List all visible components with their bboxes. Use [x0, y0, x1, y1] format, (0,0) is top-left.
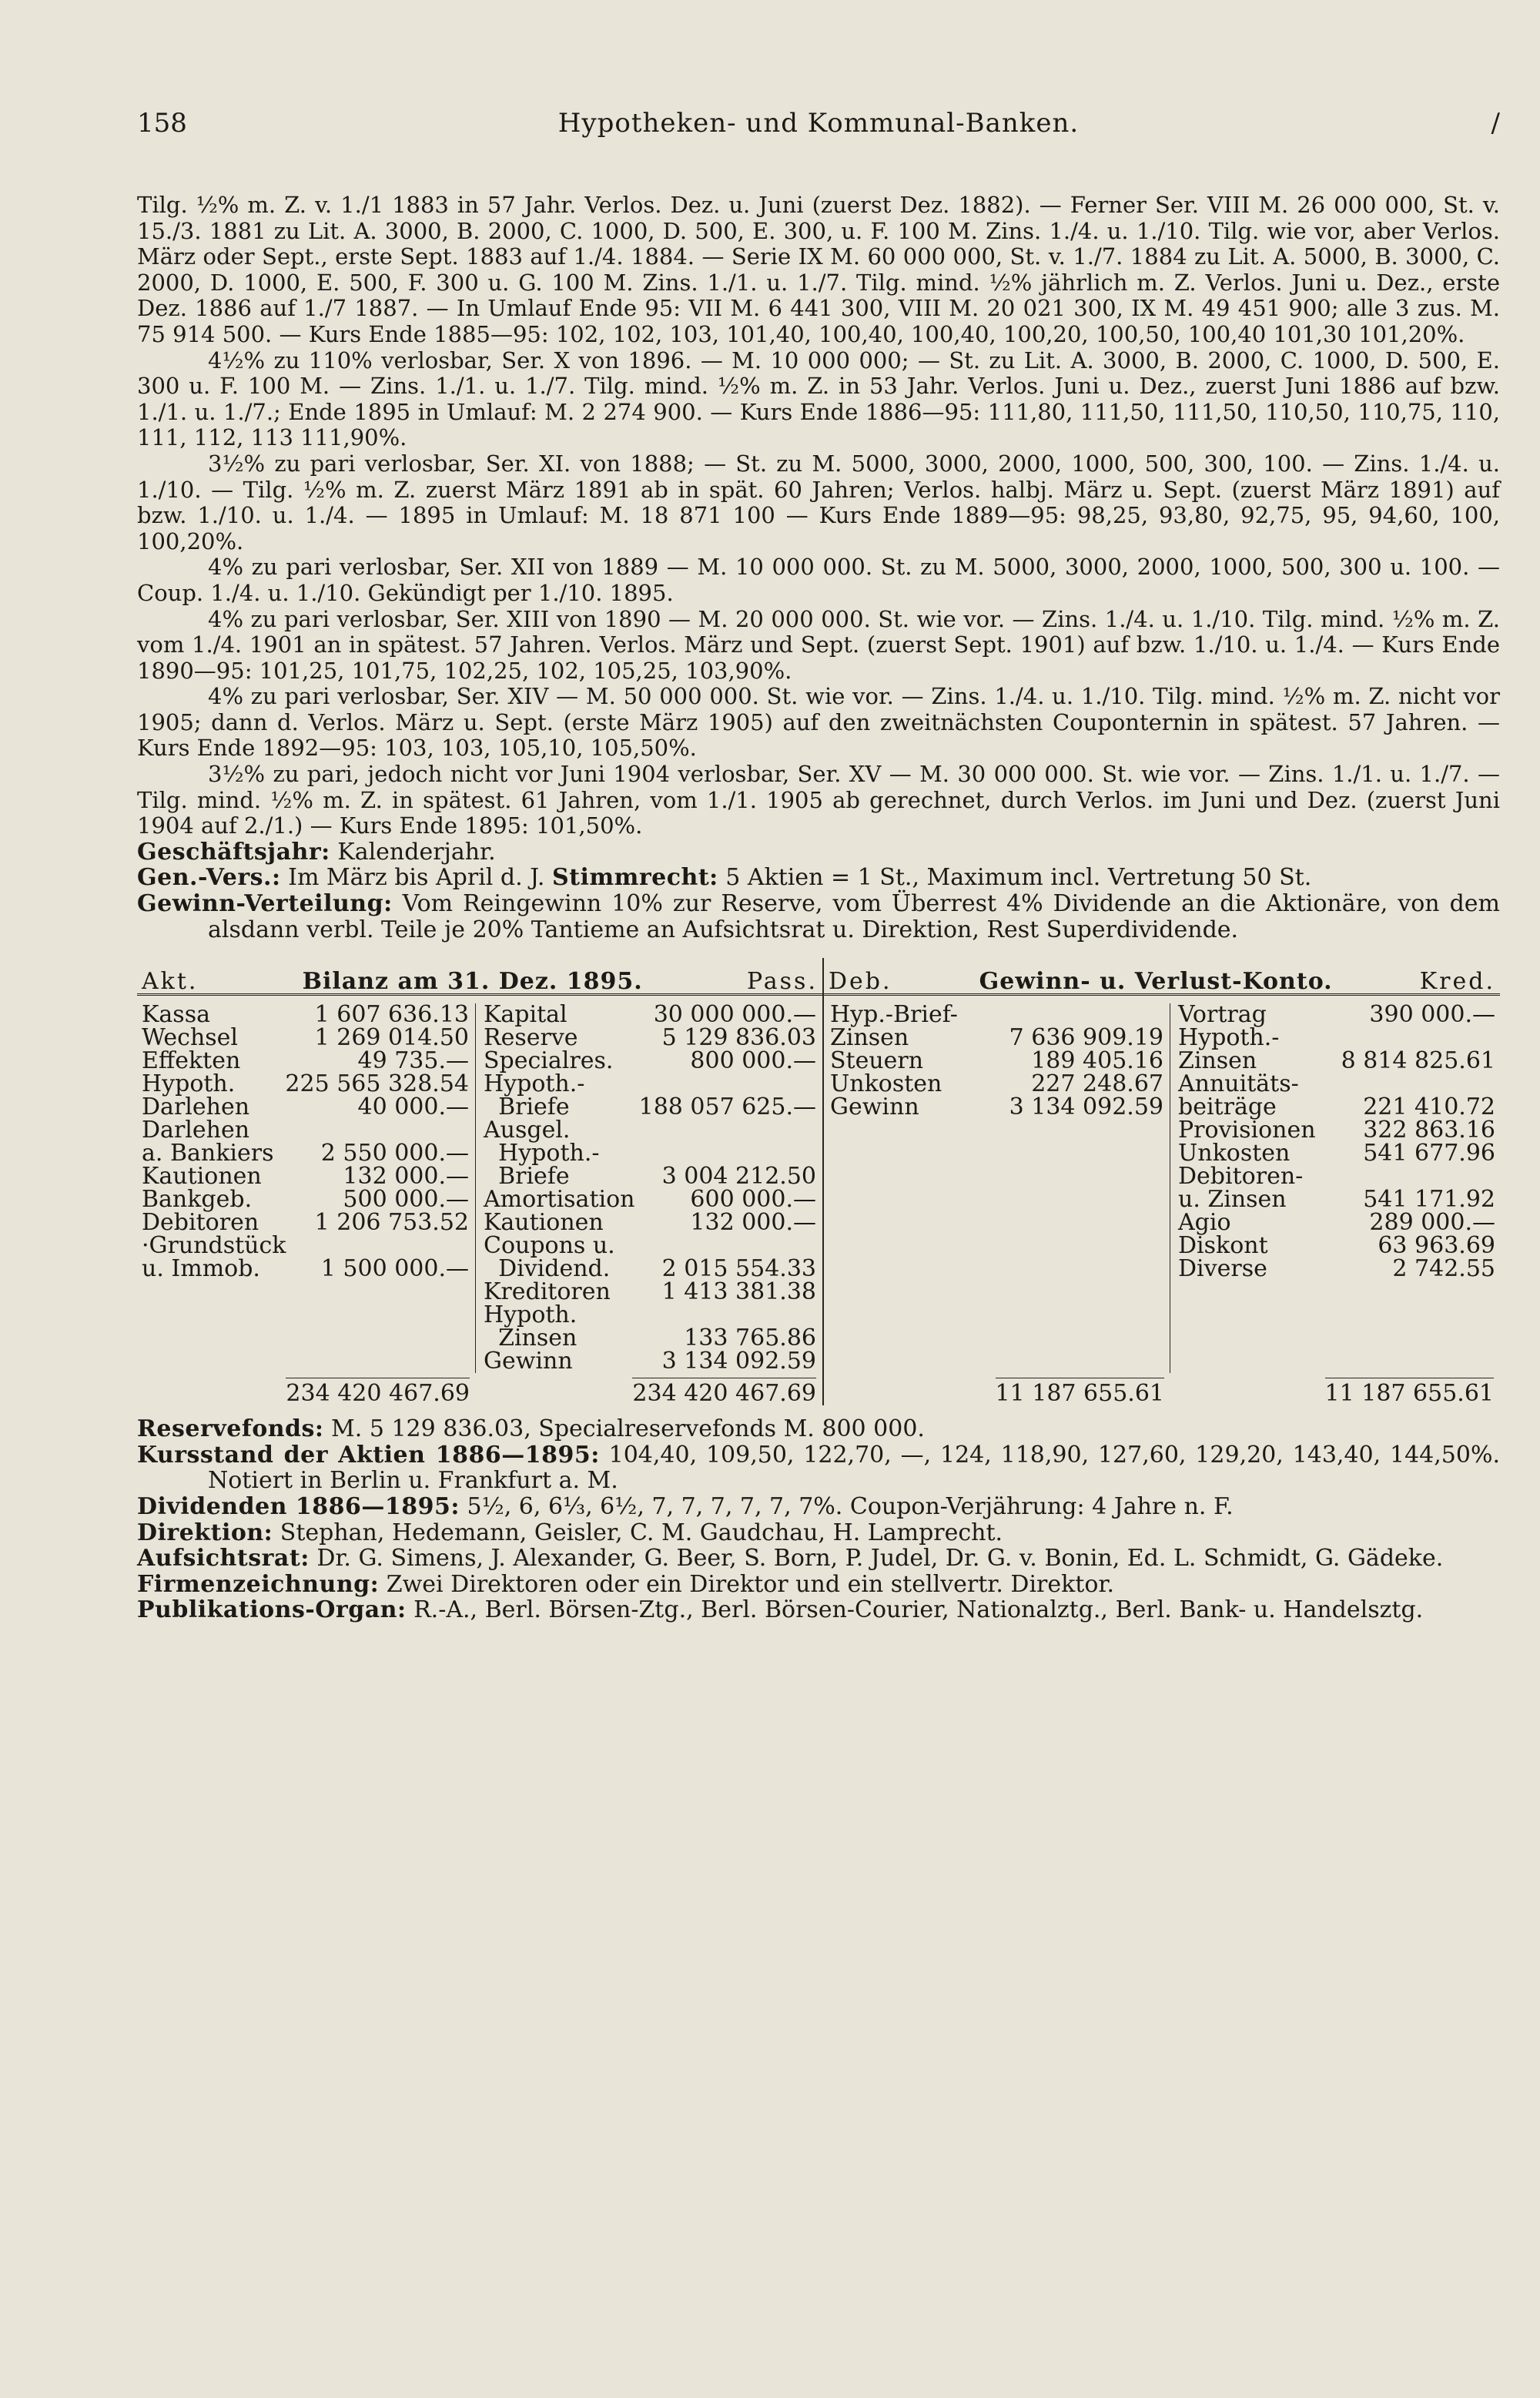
row-label: Kautionen [484, 1209, 604, 1237]
bond-series-text [137, 193, 1500, 839]
section-supervisory-board [137, 1546, 1500, 1572]
credit-row [1178, 1209, 1495, 1237]
row-label: Ausgel. [484, 1117, 571, 1144]
row-amount: 2 550 000.— [320, 1140, 469, 1167]
profit-loss-account [824, 958, 1500, 1408]
page-title: Hypotheken- und Kommunal-Banken. [557, 108, 1080, 139]
passiva-row [484, 1142, 816, 1165]
section-label: Publikations-Organ: [137, 1596, 407, 1624]
passiva-row [484, 1186, 816, 1214]
row-label: Hypoth. [484, 1301, 578, 1329]
row-amount: 1 607 636.13 [314, 1001, 469, 1029]
row-amount: 800 000.— [690, 1047, 816, 1075]
aktiva-row [142, 1142, 469, 1165]
row-amount: 1 206 753.52 [314, 1209, 469, 1237]
passiva-row [484, 1024, 816, 1052]
row-amount: 30 000 000.— [653, 1001, 816, 1029]
row-label: Zinsen [484, 1325, 578, 1352]
row-amount: 188 057 625.— [638, 1094, 816, 1121]
debit-row [830, 1070, 1163, 1098]
aktiva-row [142, 1070, 469, 1098]
debit-row [830, 1003, 1163, 1027]
guv-totals [824, 1373, 1500, 1408]
row-amount: 132 000.— [343, 1163, 469, 1191]
row-label: Annuitäts- [1178, 1070, 1299, 1098]
section-label: Kursstand der Aktien 1886—1895: [137, 1441, 600, 1469]
paragraph: 4½% zu 110% verlosbar, Ser. X von 1896. — M. 10 000 000; — St. zu Lit. A. 3000, B. 2000, C. 1000, D. 500, E. 300 u. F. 100 M. — Zins. 1./1. u. 1./7. Tilg. mind. ½% m. Z. in 53 Jahr. Verlos. Juni u. Dez., zuerst Juni 1886 auf bzw. 1./1. u. 1./7.; Ende 1895 in Umlauf: M. 2 274 900. — Kurs Ende 1886—95: 111,80, 111,50, 111,50, 110,50, 110,75, 110, 111, 112, 113 111,90%. [137, 347, 1500, 451]
total-credit: 11 187 655.61 [1325, 1378, 1494, 1407]
row-amount: 63 963.69 [1378, 1232, 1495, 1260]
passiva-row [484, 1234, 816, 1258]
aktiva-row [142, 1163, 469, 1191]
row-label: u. Zinsen [1178, 1186, 1287, 1214]
section-share-prices [137, 1442, 1500, 1494]
credit-row [1178, 1186, 1495, 1214]
section-text: R.-A., Berl. Börsen-Ztg., Berl. Börsen-Courier, Nationalztg., Berl. Bank- u. Handelsztg. [406, 1596, 1424, 1624]
row-amount: 541 677.96 [1363, 1140, 1495, 1167]
section-label: Firmenzeichnung: [137, 1570, 380, 1598]
guv-title: Gewinn- u. Verlust-Konto. [979, 968, 1333, 996]
credit-row [1178, 1047, 1495, 1075]
total-passiva-cell [476, 1380, 822, 1408]
total-credit-cell [1170, 1380, 1500, 1408]
paragraph: 3½% zu pari, jedoch nicht vor Juni 1904 verlosbar, Ser. XV — M. 30 000 000. St. wie vor. — Zins. 1./1. u. 1./7. — Tilg. mind. ½% m. Z. in spätest. 61 Jahren, vom 1./1. 1905 ab gerechnet, durch Verlos. im Juni und Dez. (zuerst Juni 1904 auf 2./1.) — Kurs Ende 1895: 101,50%. [137, 761, 1500, 839]
section-text: Stephan, Hedemann, Geisler, C. M. Gaudchau, H. Lamprecht. [273, 1519, 1003, 1546]
aktiva-row [142, 1186, 469, 1214]
passiva-column [476, 1003, 822, 1373]
row-amount: 3 134 092.59 [1009, 1094, 1163, 1121]
row-label: Debitoren [142, 1209, 259, 1237]
section-profit-distribution [137, 891, 1500, 943]
total-aktiva-cell [137, 1380, 476, 1408]
debit-row [830, 1047, 1163, 1075]
row-amount: 541 171.92 [1363, 1186, 1495, 1214]
row-amount: 3 004 212.50 [661, 1163, 816, 1191]
row-label: u. Immob. [142, 1255, 260, 1283]
row-label: Debitoren- [1178, 1163, 1304, 1191]
credit-row [1178, 1119, 1495, 1142]
row-amount: 189 405.16 [1031, 1047, 1163, 1075]
row-label: Reserve [484, 1024, 578, 1052]
row-amount: 221 410.72 [1363, 1094, 1495, 1121]
total-aktiva: 234 420 467.69 [286, 1378, 470, 1407]
row-amount: 289 000.— [1369, 1209, 1495, 1237]
section-label: Gen.-Vers.: [137, 864, 281, 892]
section-general-meeting [137, 865, 1500, 891]
section-dividends [137, 1494, 1500, 1520]
row-amount: 132 000.— [690, 1209, 816, 1237]
aktiva-row [142, 1209, 469, 1237]
passiva-row [484, 1255, 816, 1283]
row-amount: 1 500 000.— [320, 1255, 469, 1283]
row-label: Zinsen [1178, 1047, 1257, 1075]
section-label: Dividenden 1886—1895: [137, 1493, 460, 1520]
row-label: Kassa [142, 1001, 210, 1029]
debit-row [830, 1024, 1163, 1052]
credit-row [1178, 1070, 1495, 1098]
company-info-top [137, 839, 1500, 943]
row-label: Briefe [484, 1163, 570, 1191]
guv-header [824, 958, 1500, 996]
section-label: Reservefonds: [137, 1415, 324, 1443]
page-header [137, 108, 1500, 139]
row-amount: 225 565 328.54 [285, 1070, 469, 1098]
passiva-row [484, 1278, 816, 1306]
row-amount: 2 015 554.33 [661, 1255, 816, 1283]
aktiva-row [142, 1096, 469, 1119]
page-mark: / [1491, 108, 1500, 139]
aktiva-column [137, 1003, 476, 1373]
row-label: Dividend. [484, 1255, 611, 1283]
credit-row [1178, 1142, 1495, 1165]
row-amount: 500 000.— [343, 1186, 469, 1214]
row-label: Diskont [1178, 1232, 1268, 1260]
paragraph: 4% zu pari verlosbar, Ser. XII von 1889 — M. 10 000 000. St. zu M. 5000, 3000, 2000, 1000, 500, 300 u. 100. — Coup. 1./4. u. 1./10. Gekündigt per 1./10. 1895. [137, 554, 1500, 606]
row-label: ·Grundstück [142, 1232, 286, 1260]
row-label: Vortrag [1178, 1001, 1267, 1029]
row-amount: 40 000.— [357, 1094, 469, 1121]
row-label: Hypoth.- [484, 1070, 585, 1098]
row-label: Unkosten [1178, 1140, 1291, 1167]
credit-row [1178, 1255, 1495, 1283]
credit-row [1178, 1096, 1495, 1119]
financial-tables [137, 958, 1500, 1408]
row-label: Hyp.-Brief- [830, 1001, 958, 1029]
credit-row [1178, 1003, 1495, 1027]
row-amount: 3 134 092.59 [661, 1348, 816, 1375]
row-label: Hypoth.- [1178, 1024, 1280, 1052]
aktiva-head: Akt. [142, 968, 199, 996]
credit-row [1178, 1163, 1495, 1191]
paragraph: 4% zu pari verlosbar, Ser. XIII von 1890 — M. 20 000 000. St. wie vor. — Zins. 1./4. u. 1./10. Tilg. mind. ½% m. Z. vom 1./4. 1901 an in spätest. 57 Jahren. Verlos. März und Sept. (zuerst Sept. 1901) auf bzw. 1./10. u. 1./4. — Kurs Ende 1890—95: 101,25, 101,75, 102,25, 102, 105,25, 103,90%. [137, 605, 1500, 684]
balance-header [137, 958, 822, 996]
paragraph: Tilg. ½% m. Z. v. 1./1 1883 in 57 Jahr. Verlos. Dez. u. Juni (zuerst Dez. 1882). — Ferner Ser. VIII M. 26 000 000, St. v. 15./3. 1881 zu Lit. A. 3000, B. 2000, C. 1000, D. 500, E. 300, u. F. 100 M. Zins. 1./4. u. 1./10. Tilg. wie vor, aber Verlos. März oder Sept., erste Sept. 1883 auf 1./4. 1884. — Serie IX M. 60 000 000, St. v. 1./7. 1884 zu Lit. A. 5000, B. 3000, C. 2000, D. 1000, E. 500, F. 300 u. G. 100 M. Zins. 1./1. u. 1./7. Tilg. mind. ½% jährlich m. Z. Verlos. Juni u. Dez., erste Dez. 1886 auf 1./7 1887. — In Umlauf Ende 95: VII M. 6 441 300, VIII M. 20 021 300, IX M. 49 451 900; alle 3 zus. M. 75 914 500. — Kurs Ende 1885—95: 102, 102, 103, 101,40, 100,40, 100,40, 100,20, 100,50, 100,40 101,30 101,20%. [137, 192, 1500, 347]
row-label: Specialres. [484, 1047, 614, 1075]
row-label: Kautionen [142, 1163, 262, 1191]
row-label: Hypoth. [142, 1070, 236, 1098]
row-label: Amortisation [484, 1186, 635, 1214]
section-text: 5 Aktien = 1 St., Maximum incl. Vertretung 50 St. [718, 864, 1312, 892]
credit-row [1178, 1234, 1495, 1258]
row-amount: 1 269 014.50 [314, 1024, 469, 1052]
section-label: Aufsichtsrat: [137, 1545, 310, 1572]
row-label: Gewinn [484, 1348, 573, 1375]
passiva-row [484, 1327, 816, 1350]
row-label: Darlehen [142, 1117, 250, 1144]
total-debit-cell [824, 1380, 1170, 1408]
row-label: Wechsel [142, 1024, 239, 1052]
row-label: Zinsen [830, 1024, 909, 1052]
row-label: Coupons u. [484, 1232, 615, 1260]
section-text: Vom Reingewinn 10% zur Reserve, vom Überrest 4% Dividende an die Aktionäre, von dem alsdann verbl. Teile je 20% Tantieme an Aufsichtsrat u. Direktion, Rest Superdividende. [208, 890, 1500, 943]
company-info-bottom [137, 1416, 1500, 1623]
credit-column [1170, 1003, 1500, 1373]
aktiva-row [142, 1234, 469, 1258]
row-amount: 49 735.— [357, 1047, 469, 1075]
section-text: 5½, 6, 6⅓, 6½, 7, 7, 7, 7, 7, 7%. Coupon-Verjährung: 4 Jahre n. F. [460, 1493, 1234, 1520]
row-amount: 390 000.— [1369, 1001, 1495, 1029]
section-label: Gewinn-Verteilung: [137, 890, 393, 918]
row-label: Bankgeb. [142, 1186, 253, 1214]
passiva-row [484, 1209, 816, 1237]
row-label: a. Bankiers [142, 1140, 274, 1167]
row-label: Hypoth.- [484, 1140, 600, 1167]
passiva-row [484, 1163, 816, 1191]
passiva-row [484, 1096, 816, 1119]
section-text: Dr. G. Simens, J. Alexander, G. Beer, S. Born, P. Judel, Dr. G. v. Bonin, Ed. L. Schmidt, G. Gädeke. [309, 1545, 1444, 1572]
row-amount: 133 765.86 [684, 1325, 816, 1352]
aktiva-row [142, 1003, 469, 1027]
row-amount: 322 863.16 [1363, 1117, 1495, 1144]
passiva-row [484, 1350, 816, 1373]
row-amount: 600 000.— [690, 1186, 816, 1214]
debit-row [830, 1096, 1163, 1119]
total-passiva: 234 420 467.69 [632, 1378, 816, 1407]
row-amount: 2 742.55 [1392, 1255, 1495, 1283]
aktiva-row [142, 1119, 469, 1142]
row-label: Kreditoren [484, 1278, 611, 1306]
row-amount: 227 248.67 [1031, 1070, 1163, 1098]
paragraph: 3½% zu pari verlosbar, Ser. XI. von 1888; — St. zu M. 5000, 3000, 2000, 1000, 500, 300, 100. — Zins. 1./4. u. 1./10. — Tilg. ½% m. Z. zuerst März 1891 ab in spät. 60 Jahren; Verlos. halbj. März u. Sept. (zuerst März 1891) auf bzw. 1./10. u. 1./4. — 1895 in Umlauf: M. 18 871 100 — Kurs Ende 1889—95: 98,25, 93,80, 92,75, 95, 94,60, 100, 100,20%. [137, 450, 1500, 554]
section-text: Kalenderjahr. [330, 838, 496, 866]
section-fiscal-year [137, 839, 1500, 866]
aktiva-row [142, 1024, 469, 1052]
passiva-head: Pass. [746, 968, 818, 996]
row-label: Effekten [142, 1047, 241, 1075]
row-label: Kapital [484, 1001, 567, 1029]
balance-totals [137, 1373, 822, 1408]
aktiva-row [142, 1255, 469, 1283]
debit-head: Deb. [829, 968, 892, 996]
row-amount: 8 814 825.61 [1341, 1047, 1495, 1075]
debit-column [824, 1003, 1170, 1373]
section-label: Direktion: [137, 1519, 273, 1546]
balance-sheet [137, 958, 824, 1408]
passiva-row [484, 1301, 816, 1329]
row-label: Diverse [1178, 1255, 1267, 1283]
section-reserve-funds [137, 1416, 1500, 1442]
section-signature-rules [137, 1572, 1500, 1598]
balance-title: Bilanz am 31. Dez. 1895. [302, 968, 643, 996]
row-label: Gewinn [830, 1094, 919, 1121]
row-label: beiträge [1178, 1094, 1277, 1121]
credit-row [1178, 1024, 1495, 1052]
paragraph: 4% zu pari verlosbar, Ser. XIV — M. 50 000 000. St. wie vor. — Zins. 1./4. u. 1./10. Tilg. mind. ½% m. Z. nicht vor 1905; dann d. Verlos. März u. Sept. (erste März 1905) auf den zweitnächsten Couponternin in spätest. 57 Jahren. — Kurs Ende 1892—95: 103, 103, 105,10, 105,50%. [137, 683, 1500, 762]
row-amount: 7 636 909.19 [1009, 1024, 1163, 1052]
page-number: 158 [137, 108, 187, 139]
passiva-row [484, 1070, 816, 1098]
passiva-row [484, 1119, 816, 1142]
section-publications [137, 1597, 1500, 1623]
row-label: Agio [1178, 1209, 1231, 1237]
row-label: Darlehen [142, 1094, 250, 1121]
section-text: Im März bis April d. J. [280, 864, 552, 892]
row-amount: 5 129 836.03 [661, 1024, 816, 1052]
row-label: Briefe [484, 1094, 570, 1121]
section-text: M. 5 129 836.03, Specialreservefonds M. 800 000. [323, 1415, 925, 1443]
aktiva-row [142, 1047, 469, 1075]
section-label: Stimmrecht: [551, 864, 718, 892]
section-text: 104,40, 109,50, 122,70, —, 124, 118,90, 127,60, 129,20, 143,40, 144,50%. Notiert in Berlin u. Frankfurt a. M. [208, 1441, 1500, 1495]
credit-head: Kred. [1419, 968, 1495, 996]
total-debit: 11 187 655.61 [996, 1378, 1164, 1407]
section-text: Zwei Direktoren oder ein Direktor und ein stellvertr. Direktor. [379, 1570, 1115, 1598]
row-amount: 1 413 381.38 [661, 1278, 816, 1306]
passiva-row [484, 1003, 816, 1027]
row-label: Provisionen [1178, 1117, 1316, 1144]
row-label: Steuern [830, 1047, 924, 1075]
passiva-row [484, 1047, 816, 1075]
section-label: Geschäftsjahr: [137, 838, 330, 866]
section-management [137, 1520, 1500, 1546]
row-label: Unkosten [830, 1070, 942, 1098]
